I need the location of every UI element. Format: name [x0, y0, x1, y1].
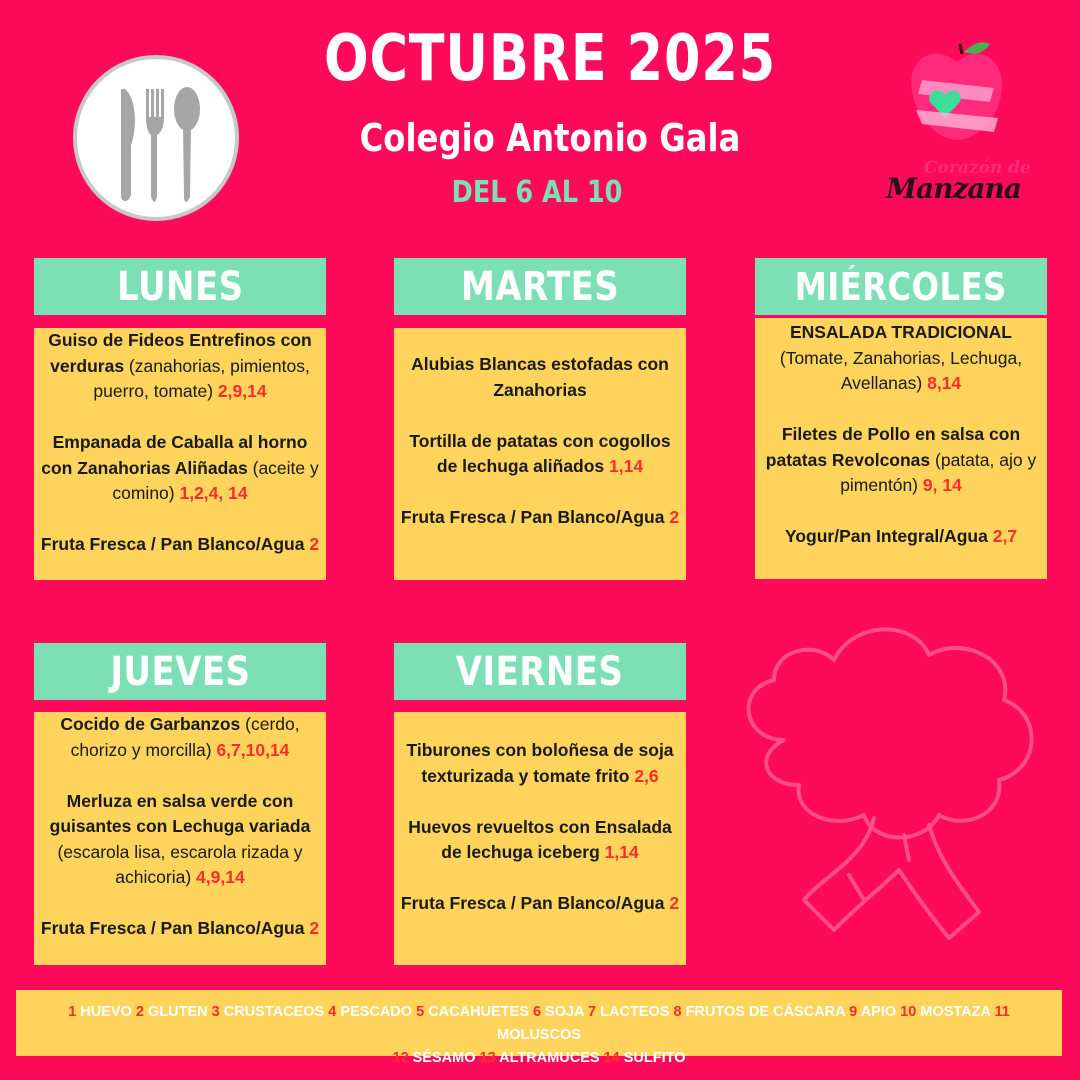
- dish-jueves-1: Cocido de Garbanzos (cerdo, chorizo y morcilla) 6,7,10,14: [60, 714, 300, 760]
- allergen-number: 9: [849, 1004, 858, 1020]
- day-header-martes: MARTES: [394, 258, 686, 315]
- allergen-name: ALTRAMUCES: [499, 1050, 600, 1066]
- allergen-number: 11: [994, 1004, 1010, 1020]
- allergen-name: MOLUSCOS: [497, 1027, 581, 1043]
- allergen-name: SÉSAMO: [412, 1050, 476, 1066]
- allergen-name: LACTEOS: [600, 1004, 670, 1020]
- allergen-name: APIO: [860, 1004, 897, 1020]
- allergen-number: 7: [588, 1004, 597, 1020]
- cutlery-plate-icon: [73, 55, 239, 221]
- dish-miercoles-3: Yogur/Pan Integral/Agua 2,7: [784, 526, 1018, 546]
- day-box-viernes: [394, 712, 686, 965]
- allergen-legend-item: [900, 1004, 990, 1020]
- dish-lunes-1: Guiso de Fideos Entrefinos con verduras (zanahorias, pimientos, puerro, tomate) 2,9,14: [48, 330, 312, 401]
- dish-miercoles-2: Filetes de Pollo en salsa con patatas Revolconas (patata, ajo y pimentón) 9, 14: [765, 424, 1037, 495]
- allergen-name: CACAHUETES: [428, 1004, 529, 1020]
- allergen-legend-item: [604, 1050, 686, 1066]
- allergen-name: MOSTAZA: [920, 1004, 991, 1020]
- allergen-legend-item: [849, 1004, 896, 1020]
- allergen-legend-item: [68, 1004, 132, 1020]
- allergen-name: HUEVO: [80, 1004, 132, 1020]
- allergen-legend-item: [533, 1004, 584, 1020]
- allergen-number: 14: [603, 1050, 620, 1066]
- allergen-legend-item: [212, 1004, 325, 1020]
- allergen-name: SULFITO: [623, 1050, 686, 1066]
- allergen-legend-item: [673, 1004, 845, 1020]
- day-box-miercoles: [755, 318, 1047, 579]
- dish-jueves-2: Merluza en salsa verde con guisantes con Lechuga variada (escarola lisa, escarola rizada y achicoria) 4,9,14: [49, 790, 311, 887]
- allergen-name: FRUTOS DE CÁSCARA: [685, 1004, 846, 1020]
- dish-miercoles-1: ENSALADA TRADICIONAL (Tomate, Zanahorias, Lechuga, Avellanas) 8,14: [779, 322, 1023, 393]
- allergen-number: 3: [211, 1004, 220, 1020]
- dish-jueves-3: Fruta Fresca / Pan Blanco/Agua 2: [40, 918, 320, 938]
- allergen-number: 1: [68, 1004, 77, 1020]
- allergen-number: 8: [673, 1004, 682, 1020]
- allergen-number: 4: [328, 1004, 337, 1020]
- menu-title: OCTUBRE 2025: [324, 22, 776, 96]
- dish-martes-3: Fruta Fresca / Pan Blanco/Agua 2: [400, 507, 680, 527]
- dish-martes-1: Alubias Blancas estofadas con Zanahorias: [411, 354, 669, 400]
- logo-text-line2: Manzana: [886, 172, 1022, 205]
- allergen-number: 12: [392, 1050, 409, 1066]
- day-header-lunes: LUNES: [34, 258, 326, 315]
- apple-heart-logo-icon: [882, 40, 1032, 205]
- broccoli-outline-icon: [724, 620, 1054, 960]
- allergen-number: 13: [479, 1050, 496, 1066]
- dish-martes-2: Tortilla de patatas con cogollos de lechuga aliñados 1,14: [409, 430, 671, 476]
- allergen-legend-item: [328, 1004, 412, 1020]
- date-range: DEL 6 AL 10: [451, 175, 623, 210]
- day-box-jueves: [34, 712, 326, 965]
- allergen-name: PESCADO: [340, 1004, 413, 1020]
- day-header-jueves: JUEVES: [34, 643, 326, 700]
- dish-viernes-2: Huevos revueltos con Ensalada de lechuga iceberg 1,14: [408, 816, 672, 862]
- allergen-legend-item: [392, 1050, 475, 1066]
- allergen-legend-item: [136, 1004, 208, 1020]
- allergen-number: 10: [900, 1004, 917, 1020]
- school-name: Colegio Antonio Gala: [359, 116, 741, 160]
- day-header-miercoles: MIÉRCOLES: [755, 258, 1047, 315]
- allergen-name: CRUSTACEOS: [223, 1004, 325, 1020]
- allergen-legend-item: [416, 1004, 529, 1020]
- logo-text-line1: Corazón de: [924, 158, 1031, 178]
- day-header-viernes: VIERNES: [394, 643, 686, 700]
- dish-lunes-3: Fruta Fresca / Pan Blanco/Agua 2: [40, 534, 320, 554]
- allergen-number: 6: [532, 1004, 542, 1020]
- dish-viernes-3: Fruta Fresca / Pan Blanco/Agua 2: [400, 893, 680, 913]
- day-box-lunes: [34, 328, 326, 580]
- allergen-number: 2: [135, 1004, 144, 1020]
- allergen-legend-item: [480, 1050, 600, 1066]
- allergen-legend: [16, 990, 1062, 1066]
- dish-lunes-2: Empanada de Caballa al horno con Zanahorias Aliñadas (aceite y comino) 1,2,4, 14: [41, 432, 319, 503]
- allergen-name: SOJA: [545, 1004, 584, 1020]
- allergen-legend-item: [588, 1004, 669, 1020]
- day-box-martes: [394, 328, 686, 580]
- allergen-number: 5: [416, 1004, 425, 1020]
- dish-viernes-1: Tiburones con boloñesa de soja texturizada y tomate frito 2,6: [406, 740, 674, 786]
- allergen-name: GLUTEN: [148, 1004, 208, 1020]
